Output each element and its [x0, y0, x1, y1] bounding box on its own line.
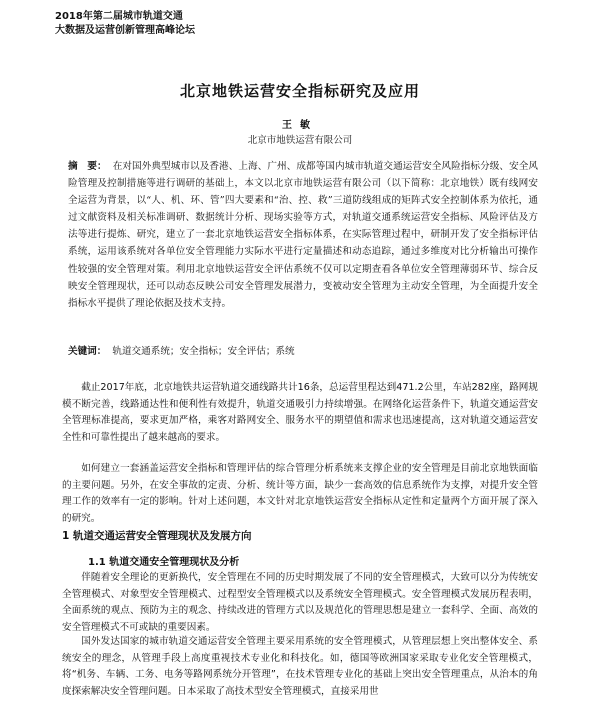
abstract-label: 摘 要：: [68, 161, 107, 172]
header-line-1: 2018年第二届城市轨道交通: [55, 11, 183, 22]
author-affiliation: 北京市地铁运营有限公司: [247, 135, 353, 146]
section-heading: 1 轨道交通运营安全管理现状及发展方向: [62, 530, 252, 542]
header-line-2: 大数据及运营创新管理高峰论坛: [55, 25, 195, 36]
paper-title: 北京地铁运营安全指标研究及应用: [179, 82, 420, 100]
body-paragraph-3: [62, 570, 538, 636]
author-name: 王敏: [282, 120, 318, 131]
running-header: [55, 10, 195, 38]
paragraph-text: 截止2017年底，北京地铁共运营轨道交通线路共计16条，总运营里程达到471.2公里，车站282座，路网规模不断完善，线路通达性和便利性有效提升，轨道交通吸引力持续增强。在网络化运营条件下，轨道交通运营安全管理标准提高，要求更加严格，乘客对路网安全、服务水平的期望值和需求也迅速提高，这对轨道交通运营安全性和可靠性提出了越来越高的要求。: [62, 382, 538, 443]
keywords-label: 关键词：: [68, 346, 107, 357]
body-paragraph-1: [62, 380, 538, 446]
paragraph-text: 国外发达国家的城市轨道交通运营安全管理主要采用系统的安全管理模式，从管理层想上突出整体安全、系统安全的理念，从管理手段上高度重视技术专业化和科技化。如，德国等欧洲国家采取专业化安全管理模式，将“机务、车辆、工务、电务等路网系统分开管理”，在技术管理专业化的基础上突出安全管理重点，从治本的角度探索解决安全管理问题。日本采取了高技术型安全管理模式，直接采用世: [62, 636, 538, 697]
body-paragraph-4: [62, 634, 538, 700]
keywords: [68, 343, 538, 357]
paragraph-text: 伴随着安全理论的更新换代，安全管理在不同的历史时期发展了不同的安全管理模式，大致可以分为传统安全管理模式、对象型安全管理模式、过程型安全管理模式以及系统安全管理模式。安全管理模式发展历程表明，全面系统的观点、预防为主的观念、持续改进的管理方式以及规范化的管理思想是建立一套科学、全面、高效的安全管理模式不可或缺的重要因素。: [62, 572, 538, 633]
abstract: [68, 158, 538, 312]
keywords-text: 轨道交通系统；安全指标；安全评估；系统: [112, 346, 295, 357]
abstract-text: 在对国外典型城市以及香港、上海、广州、成都等国内城市轨道交通运营安全风险指标分级、安全风险管理及控制措施等进行调研的基础上，本文以北京市地铁运营有限公司（以下简称：北京地铁）既有线网安全运营为背景，以“人、机、环、管”四大要素和“治、控、救”三道防线组成的矩阵式安全控制体系为依托，通过文献资料及相关标准调研、数据统计分析、现场实验等方式，对轨道交通系统运营安全指标、风险评估及方法等进行提炼、研究，建立了一套北京地铁运营安全指标体系，在实际管理过程中，研制开发了安全指标评估系统，运用该系统对各单位安全管理能力实际水平进行定量描述和动态追踪，通过多维度对比分析输出可操作性较强的安全管理对策。利用北京地铁运营安全评估系统不仅可以定期查看各单位安全管理薄弱环节、综合反映安全管理现状，还可以动态反映公司安全管理发展潜力，变被动安全管理为主动安全管理，为全面提升安全指标水平提供了理论依据及技术支持。: [68, 161, 539, 309]
paragraph-text: 如何建立一套涵盖运营安全指标和管理评估的综合管理分析系统来支撑企业的安全管理是目前北京地铁面临的主要问题。另外，在安全事故的定责、分析、统计等方面，缺少一套高效的信息系统作为支撑，对提升安全管理工作的效率有一定的影响。针对上述问题，本文针对北京地铁运营安全指标从定性和定量两个方面开展了深入的研究。: [62, 463, 538, 524]
body-paragraph-2: [62, 461, 538, 527]
subsection-heading: 1.1 轨道交通安全管理现状及分析: [88, 557, 240, 568]
